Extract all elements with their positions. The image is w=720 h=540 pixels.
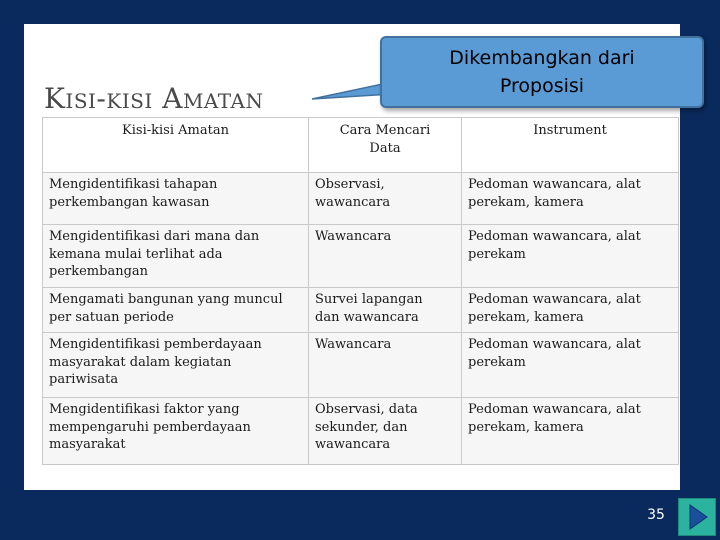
page-number: 35 (647, 507, 665, 523)
slide-title: Kisi-kisi Amatan (44, 82, 264, 115)
table-row (43, 173, 679, 225)
cell-cara: Observasi, data sekunder, dan wawancara (309, 398, 462, 465)
cell-cara: Wawancara (309, 225, 462, 288)
cell-instrument: Pedoman wawancara, alat perekam, kamera (462, 398, 679, 465)
cell-kisi: Mengidentifikasi faktor yang mempengaruhi pemberdayaan masyarakat (43, 398, 309, 465)
table-row (43, 333, 679, 398)
cell-instrument: Pedoman wawancara, alat perekam (462, 225, 679, 288)
next-slide-button[interactable] (678, 498, 716, 536)
callout-box: Dikembangkan dari Proposisi (380, 36, 704, 108)
table-row (43, 225, 679, 288)
header-kisi-kisi: Kisi-kisi Amatan (43, 118, 309, 173)
cell-instrument: Pedoman wawancara, alat perekam (462, 333, 679, 398)
cell-kisi: Mengidentifikasi pemberdayaan masyarakat dalam kegiatan pariwisata (43, 333, 309, 398)
cell-instrument: Pedoman wawancara, alat perekam, kamera (462, 173, 679, 225)
table-row (43, 398, 679, 465)
header-instrument: Instrument (462, 118, 679, 173)
cell-kisi: Mengidentifikasi dari mana dan kemana mulai terlihat ada perkembangan (43, 225, 309, 288)
table-row (43, 288, 679, 333)
cell-instrument: Pedoman wawancara, alat perekam, kamera (462, 288, 679, 333)
cell-kisi: Mengamati bangunan yang muncul per satuan periode (43, 288, 309, 333)
cell-cara: Survei lapangan dan wawancara (309, 288, 462, 333)
cell-kisi: Mengidentifikasi tahapan perkembangan kawasan (43, 173, 309, 225)
header-cara-mencari-data: Cara Mencari Data (309, 118, 462, 173)
play-triangle-icon (679, 499, 715, 535)
kisi-kisi-table (42, 117, 679, 465)
cell-cara: Observasi, wawancara (309, 173, 462, 225)
cell-cara: Wawancara (309, 333, 462, 398)
table-header-row (43, 118, 679, 173)
